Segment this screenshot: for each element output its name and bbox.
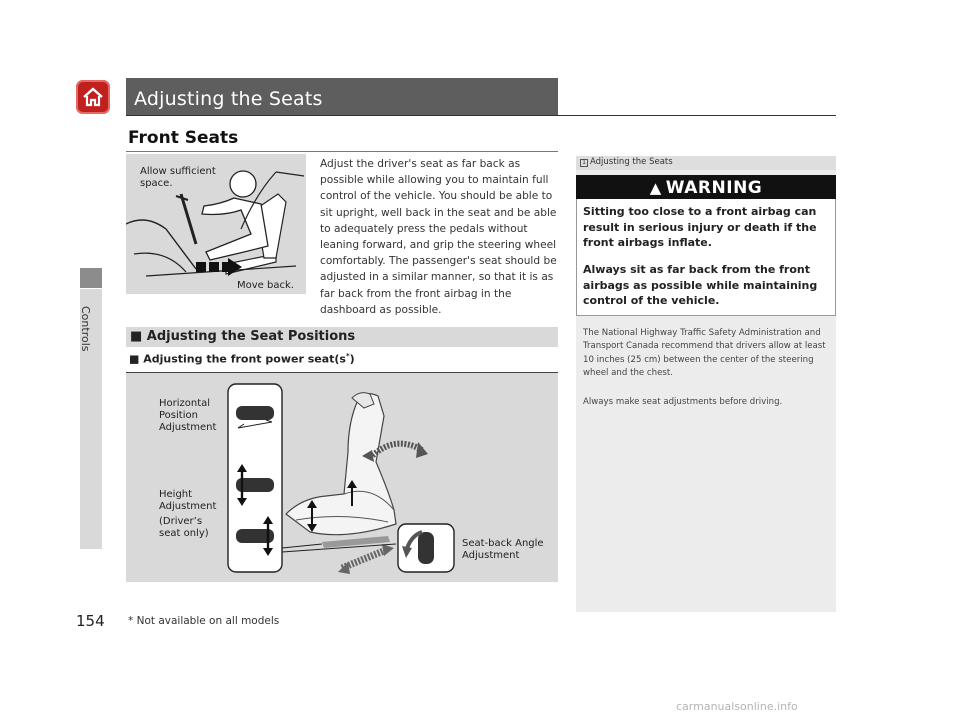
section-rule (126, 151, 558, 152)
sidebar-note-1: The National Highway Traffic Safety Administration and Transport Canada recommend that drivers allow at least 10 inches (25 cm) between the center of the steering wheel and the chest. (583, 328, 826, 378)
label-horizontal-adjustment: Horizontal Position Adjustment (159, 398, 217, 433)
section-label[interactable]: Controls (79, 306, 92, 352)
footnote-marker[interactable]: * (345, 352, 350, 360)
illustration-top-rule (126, 372, 558, 373)
home-icon (81, 85, 105, 109)
section-heading: Front Seats (128, 128, 239, 148)
reference-icon: 1 (580, 159, 588, 167)
label-height-adjustment: Height Adjustment (159, 489, 217, 512)
sidebar-heading-text: Adjusting the Seats (590, 157, 673, 167)
watermark: carmanualsonline.info (676, 700, 798, 713)
sidebar-note-2: Always make seat adjustments before driving. (583, 397, 783, 407)
warning-text-1: Sitting too close to a front airbag can result in serious injury or death if the front airbags inflate. (583, 205, 817, 249)
intro-paragraph: Adjust the driver's seat as far back as possible while allowing you to maintain full control of the vehicle. You should be able to sit upright, well back in the seat and be able to adequately press the pedals without leaning forward, and grip the steering wheel comfortably. The passenger's seat should be adjusted in a similar manner, so that it is as far back from the front airbag in the dashboard as possible. (320, 158, 557, 316)
illustration-label-space: Allow sufficient space. (140, 166, 216, 189)
page-title: Adjusting the Seats (134, 88, 323, 110)
warning-title (576, 178, 836, 198)
warning-title-text: WARNING (665, 178, 763, 198)
section-tab-marker (80, 268, 102, 288)
sidebar-heading[interactable] (580, 157, 673, 167)
title-rule (126, 115, 836, 116)
warning-text-2: Always sit as far back from the front airbags as possible while maintaining control of the vehicle. (583, 263, 818, 307)
sub-item-text: ■ Adjusting the front power seat(s (129, 352, 346, 366)
label-seatback-angle: Seat-back Angle Adjustment (462, 538, 544, 561)
sub-item-close: ) (349, 352, 355, 366)
illustration-label-move: Move back. (237, 280, 294, 291)
warning-triangle-icon: ▲ (649, 179, 662, 197)
page-number: 154 (76, 612, 105, 630)
home-button[interactable] (76, 80, 110, 114)
label-driver-only: (Driver’s seat only) (159, 516, 209, 539)
footnote: * Not available on all models (128, 615, 280, 627)
sub-item-heading (129, 352, 355, 366)
subsection-heading: ■ Adjusting the Seat Positions (130, 329, 356, 344)
